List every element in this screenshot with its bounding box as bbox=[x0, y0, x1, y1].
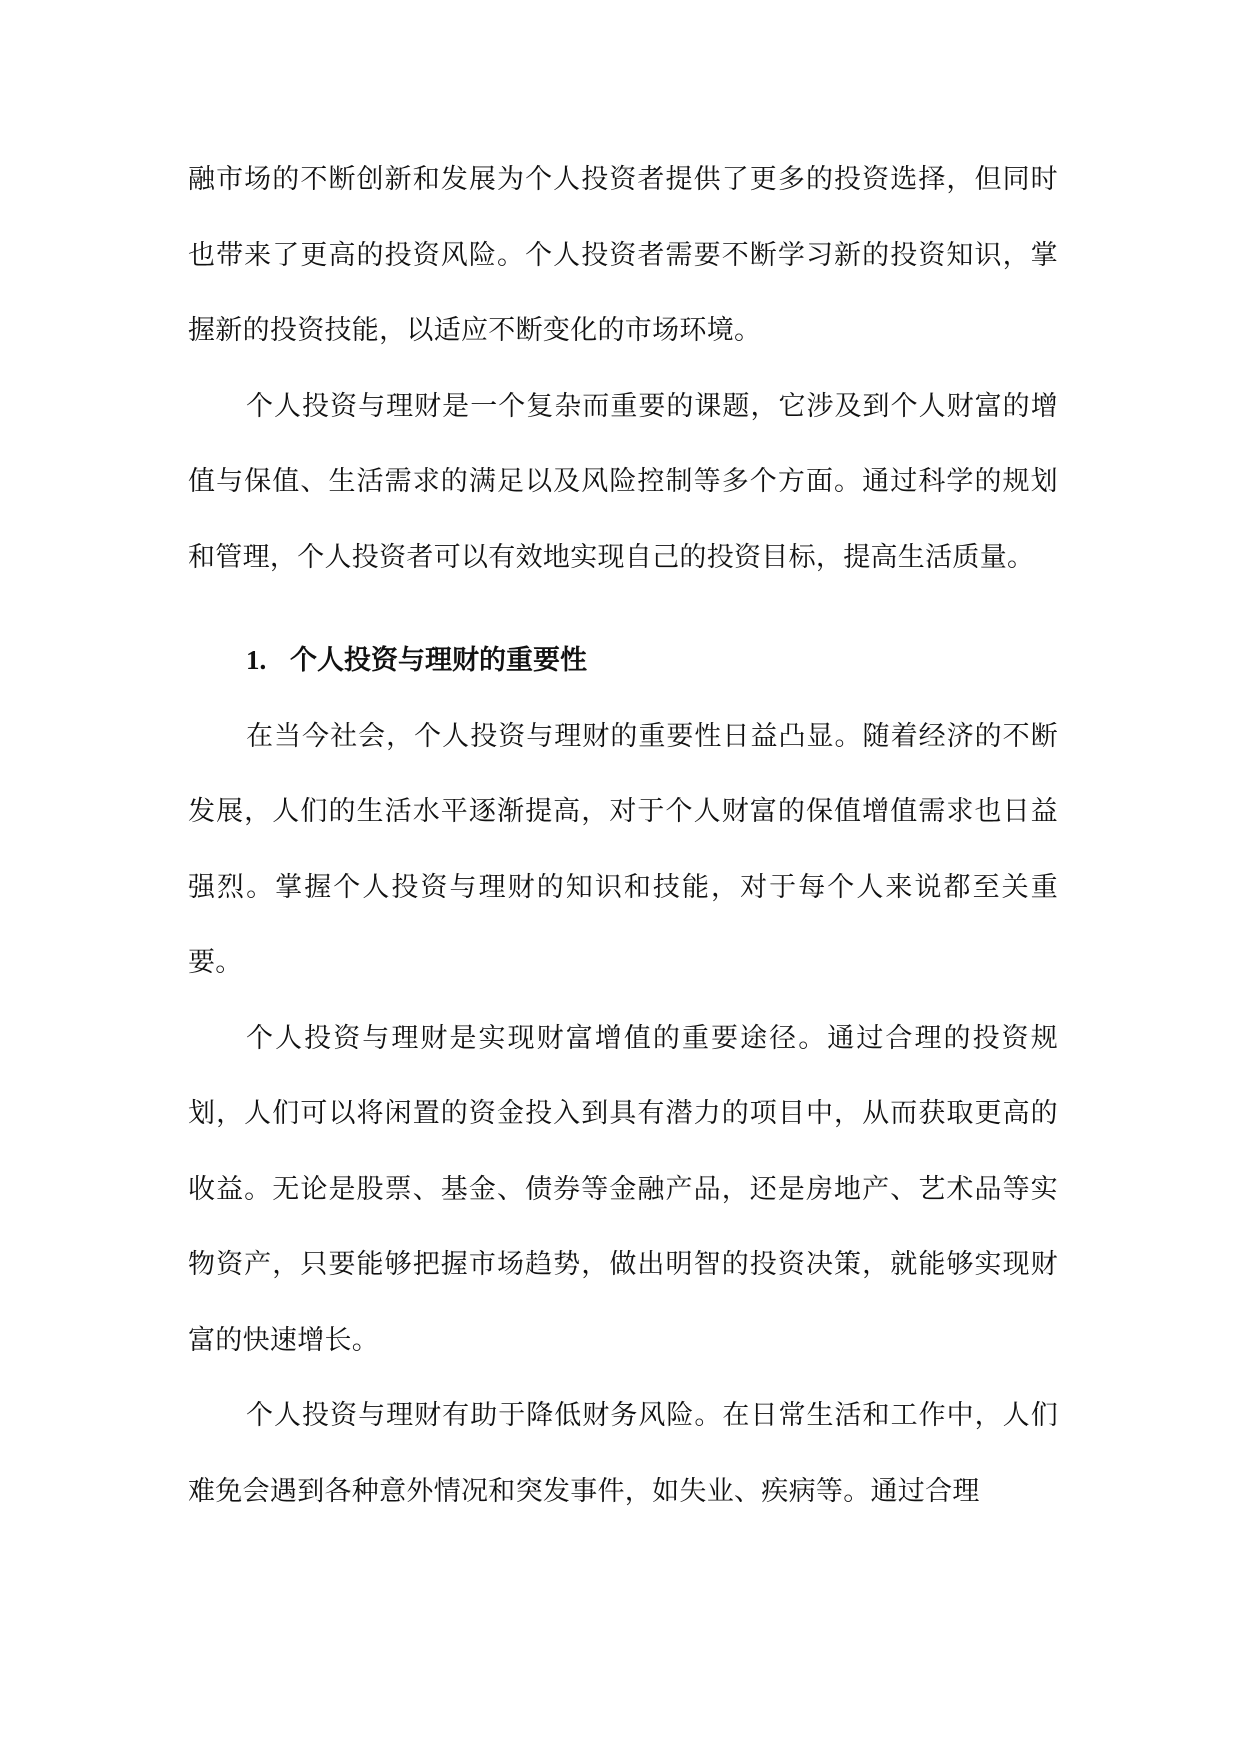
paragraph-risk-reduction: 个人投资与理财有助于降低财务风险。在日常生活和工作中，人们难免会遇到各种意外情况和突发事件，如失业、疾病等。通过合理 bbox=[188, 1400, 1058, 1507]
paragraph-wealth-growth: 个人投资与理财是实现财富增值的重要途径。通过合理的投资规划，人们可以将闲置的资金投入到具有潜力的项目中，从而获取更高的收益。无论是股票、基金、债券等金融产品，还是房地产、艺术品等实物资产，只要能够把握市场趋势，做出明智的投资决策，就能够实现财富的快速增长。 bbox=[188, 1022, 1058, 1356]
paragraph-importance-intro: 在当今社会，个人投资与理财的重要性日益凸显。随着经济的不断发展，人们的生活水平逐渐提高，对于个人财富的保值增值需求也日益强烈。掌握个人投资与理财的知识和技能，对于每个人来说都至关重要。 bbox=[188, 720, 1058, 978]
section-title: 个人投资与理财的重要性 bbox=[290, 645, 587, 676]
section-heading bbox=[188, 623, 1058, 699]
paragraph-continued: 融市场的不断创新和发展为个人投资者提供了更多的投资选择，但同时也带来了更高的投资风险。个人投资者需要不断学习新的投资知识，掌握新的投资技能，以适应不断变化的市场环境。 bbox=[188, 164, 1058, 346]
paragraph-summary: 个人投资与理财是一个复杂而重要的课题，它涉及到个人财富的增值与保值、生活需求的满足以及风险控制等多个方面。通过科学的规划和管理，个人投资者可以有效地实现自己的投资目标，提高生活质量。 bbox=[188, 390, 1058, 573]
section-number: 1. bbox=[246, 645, 267, 675]
document-body bbox=[188, 142, 1058, 1529]
